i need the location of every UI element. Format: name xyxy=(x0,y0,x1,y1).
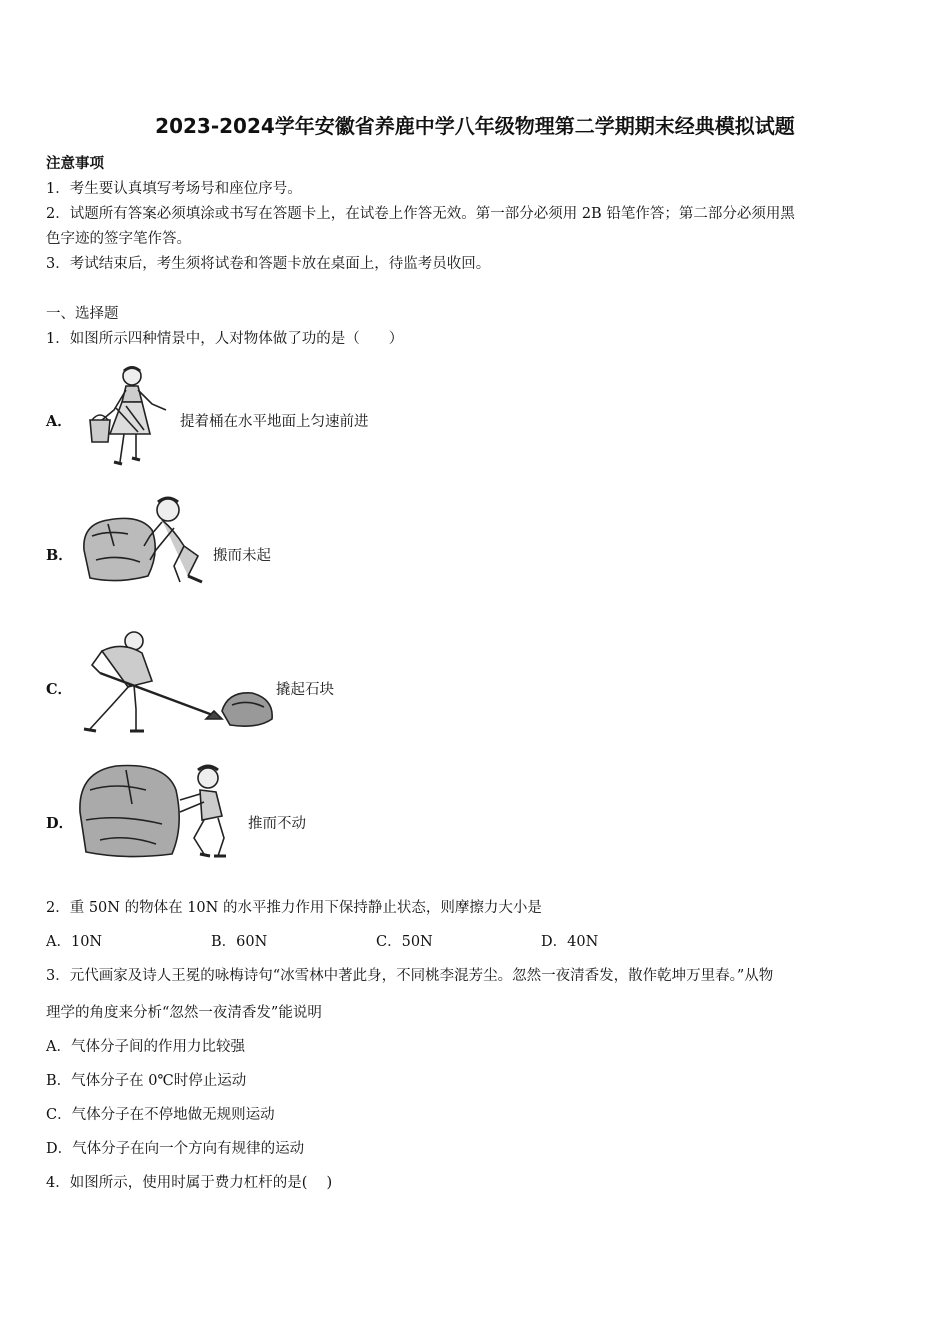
section-heading: 一、选择题 xyxy=(46,306,119,322)
q2-option: A．10N xyxy=(46,934,103,950)
question-3-stem-continued: 理学的角度来分析“忽然一夜清香发”能说明 xyxy=(46,1005,322,1021)
q3-option: A．气体分子间的作用力比较强 xyxy=(46,1039,245,1055)
q2-option: C．50N xyxy=(376,934,433,950)
girl-carrying-bucket-illustration xyxy=(80,362,180,470)
q1-option-c-letter: C． xyxy=(46,681,73,698)
boy-pushing-boulder-illustration xyxy=(76,760,248,860)
q1-option-a-caption: 提着桶在水平地面上匀速前进 xyxy=(180,414,369,430)
notice-item: 2．试题所有答案必须填涂或书写在答题卡上，在试卷上作答无效。第一部分必须用 2B 铅笔作答；第二部分必须用黑 xyxy=(46,206,795,222)
man-prying-rock-with-lever-illustration xyxy=(72,625,277,735)
q1-option-d-caption: 推而不动 xyxy=(248,816,306,832)
notice-heading: 注意事项 xyxy=(46,155,104,172)
question-3-stem: 3．元代画家及诗人王冕的咏梅诗句“冰雪林中著此身，不同桃李混芳尘。忽然一夜清香发，散作乾坤万里春。”从物 xyxy=(46,968,774,984)
q2-option: D．40N xyxy=(541,934,599,950)
q1-option-b-letter: B． xyxy=(46,547,73,564)
q1-option-a-letter: A． xyxy=(46,413,72,430)
q2-option: B．60N xyxy=(211,934,268,950)
question-4-stem: 4．如图所示，使用时属于费力杠杆的是( ) xyxy=(46,1175,333,1191)
q1-option-d-letter: D． xyxy=(46,815,74,832)
q1-option-b-caption: 搬而未起 xyxy=(213,548,271,564)
man-lifting-rock-illustration xyxy=(78,490,214,588)
question-2-stem: 2．重 50N 的物体在 10N 的水平推力作用下保持静止状态，则摩擦力大小是 xyxy=(46,900,542,916)
q3-option: D．气体分子在向一个方向有规律的运动 xyxy=(46,1141,305,1157)
notice-item: 3．考试结束后，考生须将试卷和答题卡放在桌面上，待监考员收回。 xyxy=(46,256,491,272)
q3-option: C．气体分子在不停地做无规则运动 xyxy=(46,1107,275,1123)
question-1-stem: 1．如图所示四种情景中，人对物体做了功的是（ ） xyxy=(46,331,404,347)
page-title: 2023-2024学年安徽省养鹿中学八年级物理第二学期期末经典模拟试题 xyxy=(155,114,795,138)
q1-option-c-caption: 撬起石块 xyxy=(276,682,334,698)
notice-item: 色字迹的签字笔作答。 xyxy=(46,231,191,247)
q3-option: B．气体分子在 0℃时停止运动 xyxy=(46,1073,247,1089)
notice-item: 1．考生要认真填写考场号和座位序号。 xyxy=(46,181,302,197)
